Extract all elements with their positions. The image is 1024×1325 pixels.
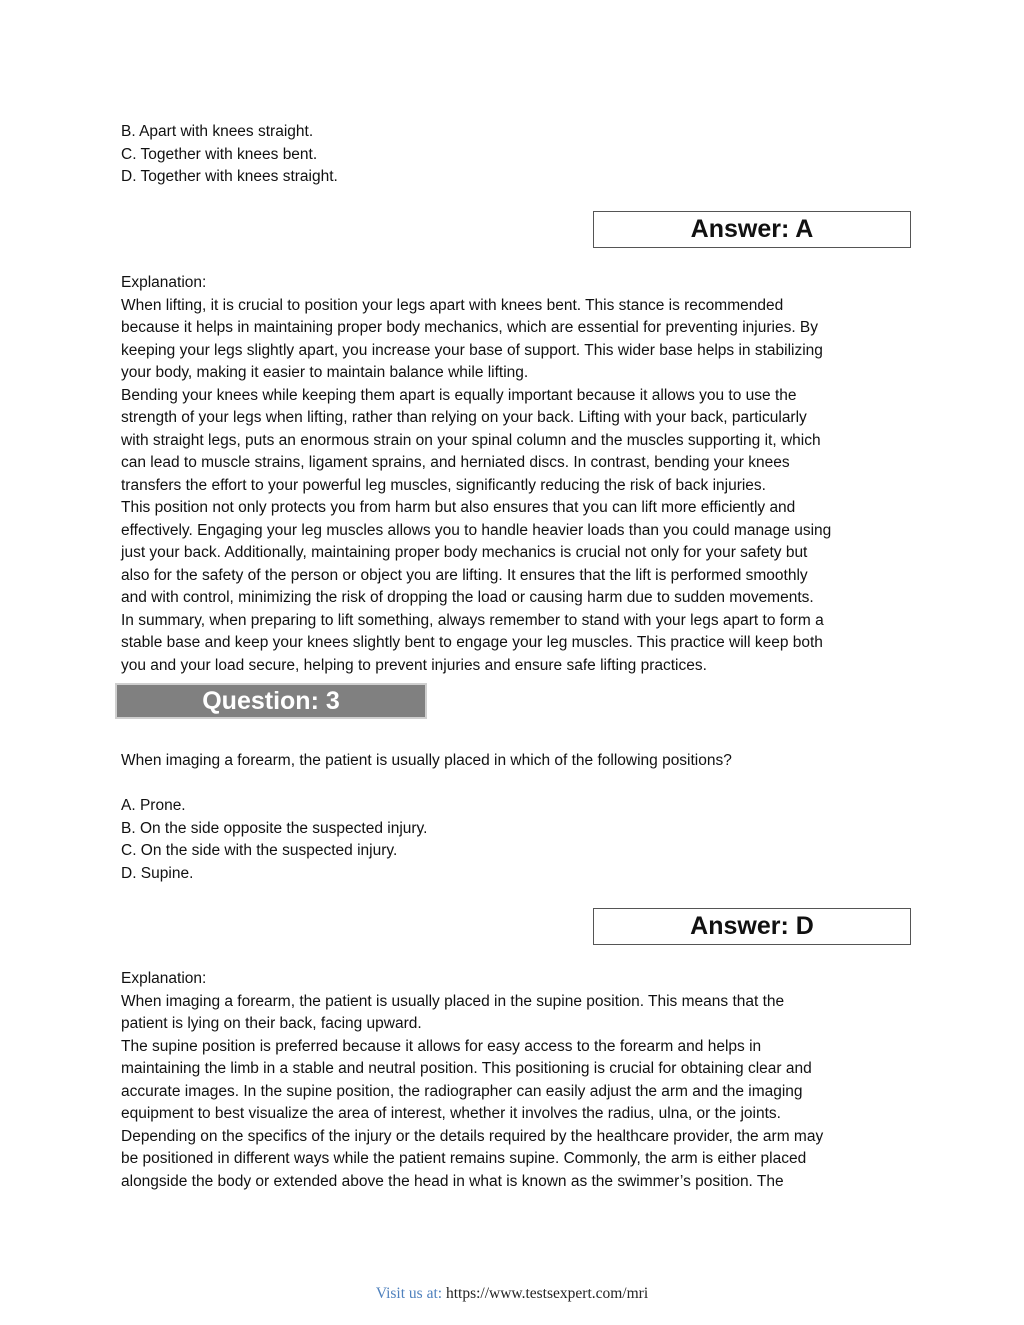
explanation-line: because it helps in maintaining proper body mechanics, which are essential for preventing injuries. By	[121, 319, 819, 336]
q3-answer-box: Answer: D	[593, 908, 911, 945]
explanation-line: stable base and keep your knees slightly bent to engage your leg muscles. This practice will keep both	[121, 634, 823, 651]
footer-link[interactable]: https://www.testsexpert.com/mri	[445, 1285, 649, 1302]
explanation-line: When lifting, it is crucial to position your legs apart with knees bent. This stance is recommended	[121, 296, 784, 314]
question-3-text	[121, 750, 911, 773]
explanation-line: you and your load secure, helping to prevent injuries and ensure safe lifting practices.	[121, 656, 707, 674]
explanation-line: keeping your legs slightly apart, you increase your base of support. This wider base helps in stabilizing	[121, 341, 823, 359]
explanation-line: Explanation:	[121, 274, 207, 291]
explanation-line: equipment to best visualize the area of interest, whether it involves the radius, ulna, or the joints.	[121, 1105, 781, 1122]
explanation-line: your body, making it easier to maintain balance while lifting.	[121, 364, 529, 381]
explanation-line: be positioned in different ways while the patient remains supine. Commonly, the arm is either placed	[121, 1150, 807, 1167]
explanation-line: Explanation:	[121, 970, 207, 987]
explanation-line: can lead to muscle strains, ligament sprains, and herniated discs. In contrast, bending your knees	[121, 454, 790, 471]
page-footer	[0, 1285, 1024, 1303]
q2-options-list	[121, 121, 911, 189]
footer-label: Visit us at:	[375, 1285, 446, 1302]
explanation-line: patient is lying on their back, facing upward.	[121, 1015, 422, 1032]
explanation-line: transfers the effort to your powerful leg muscles, significantly reducing the risk of back injuries.	[121, 476, 766, 494]
explanation-line: alongside the body or extended above the head in what is known as the swimmer’s position. The	[121, 1172, 784, 1190]
explanation-line: also for the safety of the person or object you are lifting. It ensures that the lift is performed smoothly	[121, 566, 808, 584]
option-line: C. On the side with the suspected injury.	[121, 842, 398, 859]
explanation-line: This position not only protects you from harm but also ensures that you can lift more efficiently and	[121, 499, 796, 516]
explanation-line: strength of your legs when lifting, rather than relying on your back. Lifting with your back, particularly	[121, 409, 807, 426]
explanation-line: just your back. Additionally, maintaining proper body mechanics is crucial not only for your safety but	[121, 544, 808, 561]
option-line: C. Together with knees bent.	[121, 145, 318, 163]
explanation-line: and with control, minimizing the risk of dropping the load or causing harm due to sudden movements.	[121, 589, 814, 606]
q2-answer-box: Answer: A	[593, 211, 911, 248]
option-line: B. On the side opposite the suspected injury.	[121, 819, 428, 837]
option-line: B. Apart with knees straight.	[121, 123, 314, 140]
explanation-line: When imaging a forearm, the patient is usually placed in the supine position. This means that the	[121, 992, 785, 1010]
explanation-line: In summary, when preparing to lift something, always remember to stand with your legs apart to form a	[121, 611, 824, 629]
explanation-line: maintaining the limb in a stable and neutral position. This positioning is crucial for obtaining clear and	[121, 1060, 812, 1077]
explanation-line: with straight legs, puts an enormous strain on your spinal column and the muscles supporting it, which	[121, 431, 821, 449]
explanation-line: Depending on the specifics of the injury or the details required by the healthcare provider, the arm may	[121, 1127, 824, 1145]
question-text: When imaging a forearm, the patient is usually placed in which of the following positions?	[121, 752, 732, 769]
explanation-line: effectively. Engaging your leg muscles allows you to handle heavier loads than you could manage using	[121, 521, 832, 539]
q3-explanation	[121, 968, 911, 1193]
question-3-heading: Question: 3	[115, 683, 427, 719]
option-line: D. Together with knees straight.	[121, 168, 338, 185]
option-line: A. Prone.	[121, 797, 186, 814]
q2-explanation	[121, 272, 911, 677]
explanation-line: The supine position is preferred because it allows for easy access to the forearm and helps in	[121, 1037, 762, 1055]
explanation-line: accurate images. In the supine position, the radiographer can easily adjust the arm and the imaging	[121, 1082, 803, 1100]
q3-options-list	[121, 795, 911, 885]
option-line: D. Supine.	[121, 864, 194, 882]
explanation-line: Bending your knees while keeping them apart is equally important because it allows you to use the	[121, 386, 797, 404]
